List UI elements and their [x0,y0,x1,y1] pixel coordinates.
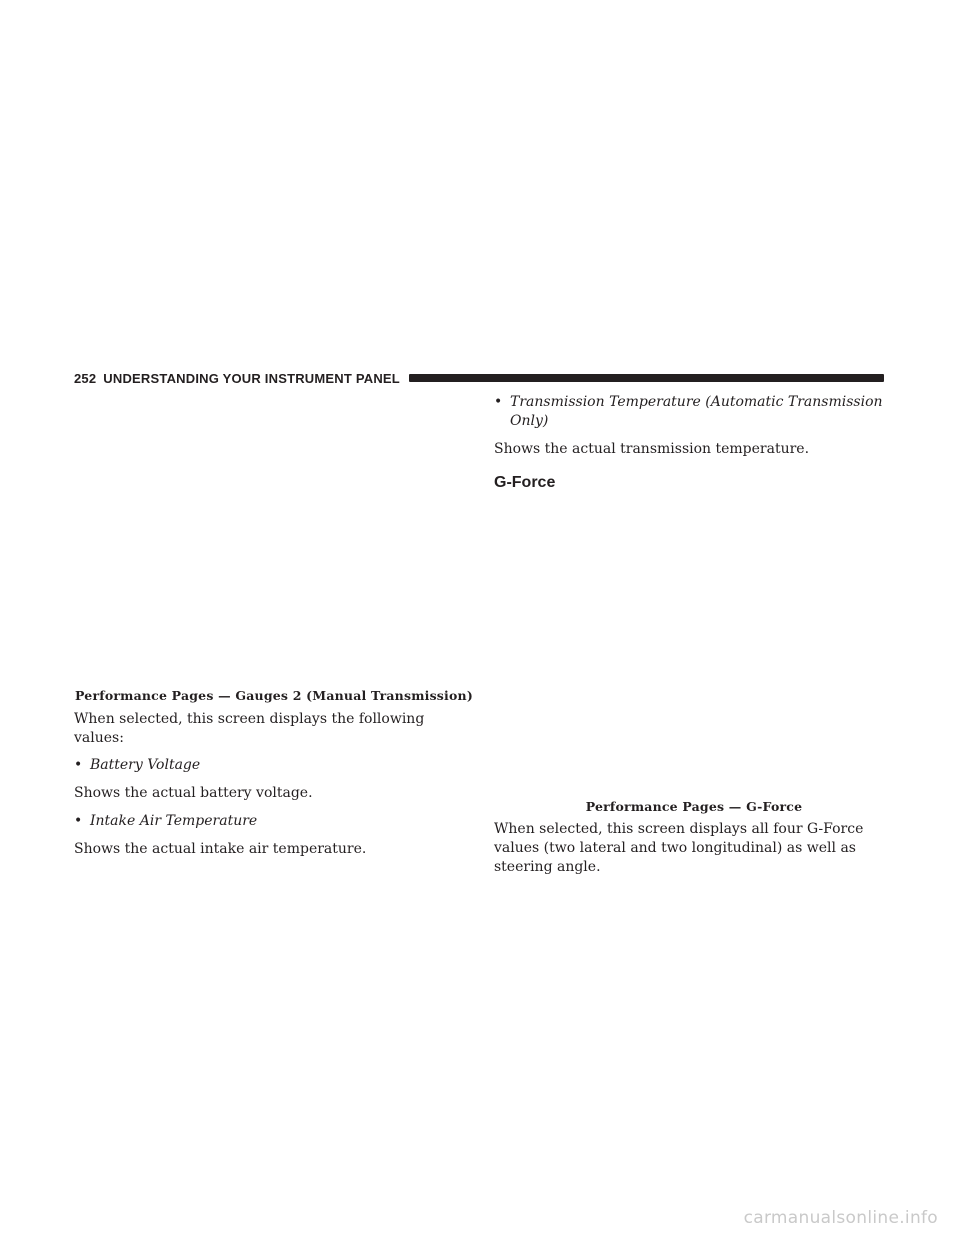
header-rule [409,374,884,382]
bullet-icon: • [74,757,83,773]
item-description: Shows the actual transmission temperature. [494,441,810,457]
page-header [74,370,884,386]
section-heading: G-Force [494,474,556,491]
item-title: Intake Air Temperature [90,813,258,829]
item-description: Shows the actual intake air temperature. [74,841,367,857]
list-item [74,756,474,775]
figure-caption: Performance Pages — G-Force [585,799,803,814]
body-text: When selected, this screen displays all four G-Force values (two lateral and two longitudinal) as well as steering angle. [494,821,864,875]
bullet-icon: • [74,813,83,829]
bullet-icon: • [494,394,503,410]
item-title: Battery Voltage [90,757,201,773]
item-title: Transmission Temperature (Automatic Transmission Only) [510,394,883,429]
figure-caption: Performance Pages — Gauges 2 (Manual Transmission) [75,688,473,703]
g-force-figure [494,492,884,797]
page-number: 252 [74,370,97,386]
gauges-2-figure [74,400,464,686]
left-column [74,400,474,859]
watermark: carmanualsonline.info [743,1208,938,1228]
list-item [74,812,474,831]
right-column [494,393,894,877]
item-description: Shows the actual battery voltage. [74,785,313,801]
list-item [494,393,894,431]
section-title: UNDERSTANDING YOUR INSTRUMENT PANEL [103,370,400,386]
intro-text: When selected, this screen displays the following values: [74,711,425,746]
